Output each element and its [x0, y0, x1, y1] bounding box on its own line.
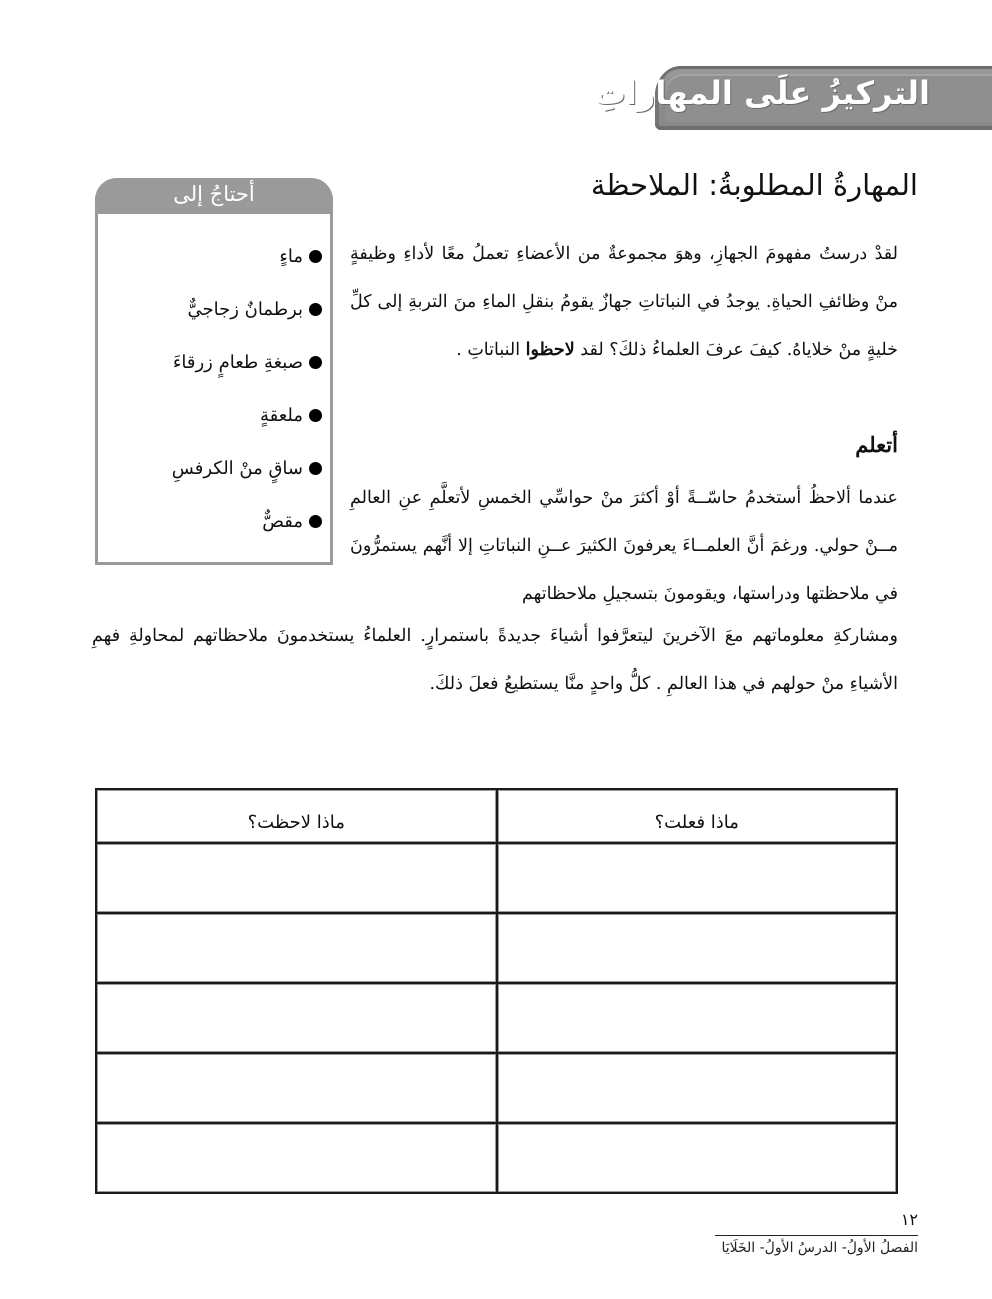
header-what-did-i-do [497, 789, 898, 843]
skill-heading: المهارةُ المطلوبةُ: الملاحظة [590, 168, 918, 202]
materials-item-label: ملعقةٍ [259, 405, 303, 426]
bullet-icon [309, 515, 322, 528]
learn-paragraph-part1: عندما ألاحظُ أستخدمُ حاسّــةً أوْ أكثرَ منْ حواسِّي الخمسِ لأتعلَّمِ عنِ العالمِ مــنْ حولي. ورغمَ أنَّ العلمــاءَ يعرفونَ الكثيرَ عــنِ النباتاتِ إلا أنَّهم يستمرُّونَ في ملاحظتها ودراستها، ويقومونَ بتسجيلِ ملاحظاتهم [350, 488, 898, 604]
table-row [96, 1123, 897, 1193]
materials-item-label: مقصٌّ [262, 511, 303, 532]
intro-text-end: النباتاتِ . [456, 340, 526, 360]
observation-table [95, 788, 898, 1194]
table-row [96, 913, 897, 983]
materials-item [172, 230, 322, 283]
materials-list [172, 230, 322, 548]
skills-banner [593, 66, 992, 130]
cell-action[interactable] [497, 843, 898, 913]
table-header-row [96, 789, 897, 843]
table-row [96, 983, 897, 1053]
chapter-label: الفصلُ الأولُ- الدرسُ الأولُ- الخَلَايَا [721, 1240, 918, 1256]
cell-observation[interactable] [96, 1123, 497, 1193]
table-row [96, 1053, 897, 1123]
banner-title: التركيزُ علَى المهاراتِ [593, 74, 930, 112]
materials-item-label: ماءٍ [279, 246, 303, 267]
intro-text: لقدْ درستُ مفهومَ الجهازِ، وهوَ مجموعةٌ من الأعضاءِ تعملُ معًا لأداءِ وظيفةٍ منْ وظائفِ الحياةِ. يوجدُ في النباتاتِ جهازٌ يقومُ بنقلِ الماءِ منَ التربةِ إلى كلِّ خليةٍ منْ خلاياهُ. كيفَ عرفَ العلماءُ ذلكَ؟ لقد [350, 244, 898, 360]
cell-observation[interactable] [96, 843, 497, 913]
cell-observation[interactable] [96, 913, 497, 983]
footer-divider [715, 1235, 918, 1236]
bullet-icon [309, 356, 322, 369]
materials-item-label: ساقٍ منْ الكرفسِ [171, 458, 303, 479]
materials-item [172, 389, 322, 442]
table-row [96, 843, 897, 913]
cell-observation[interactable] [96, 1053, 497, 1123]
materials-item-label: برطمانٌ زجاجيٌّ [187, 299, 303, 320]
materials-title: أحتاجُ إلى [173, 182, 255, 206]
learn-paragraph-part2: ومشاركةِ معلوماتهم معَ الآخرينَ ليتعرَّفوا أشياءَ جديدةً باستمرارٍ. العلماءُ يستخدمونَ ملاحظاتهم لمحاولةِ فهمِ الأشياءِ منْ حولهم في هذا العالمِ . كلُّ واحدٍ منَّا يستطيعُ فعلَ ذلكَ. [92, 626, 898, 694]
bullet-icon [309, 462, 322, 475]
cell-observation[interactable] [96, 983, 497, 1053]
materials-item [172, 495, 322, 548]
bullet-icon [309, 303, 322, 316]
materials-box [95, 178, 333, 565]
materials-item-label: صبغةِ طعامٍ زرقاءَ [172, 352, 303, 373]
materials-item [172, 442, 322, 495]
bullet-icon [309, 409, 322, 422]
page-number: ١٢ [900, 1210, 918, 1229]
cell-action[interactable] [497, 1053, 898, 1123]
intro-bold-word: لاحظوا [525, 340, 575, 360]
bullet-icon [309, 250, 322, 263]
materials-item [172, 283, 322, 336]
learn-heading: أتعلم [855, 432, 898, 457]
header-label: ماذا فعلت؟ [654, 811, 739, 833]
cell-action[interactable] [497, 1123, 898, 1193]
cell-action[interactable] [497, 983, 898, 1053]
intro-paragraph [350, 230, 898, 374]
materials-header [95, 178, 333, 214]
materials-item [172, 336, 322, 389]
cell-action[interactable] [497, 913, 898, 983]
header-label: ماذا لاحظت؟ [247, 811, 345, 833]
header-what-did-i-observe [96, 789, 497, 843]
